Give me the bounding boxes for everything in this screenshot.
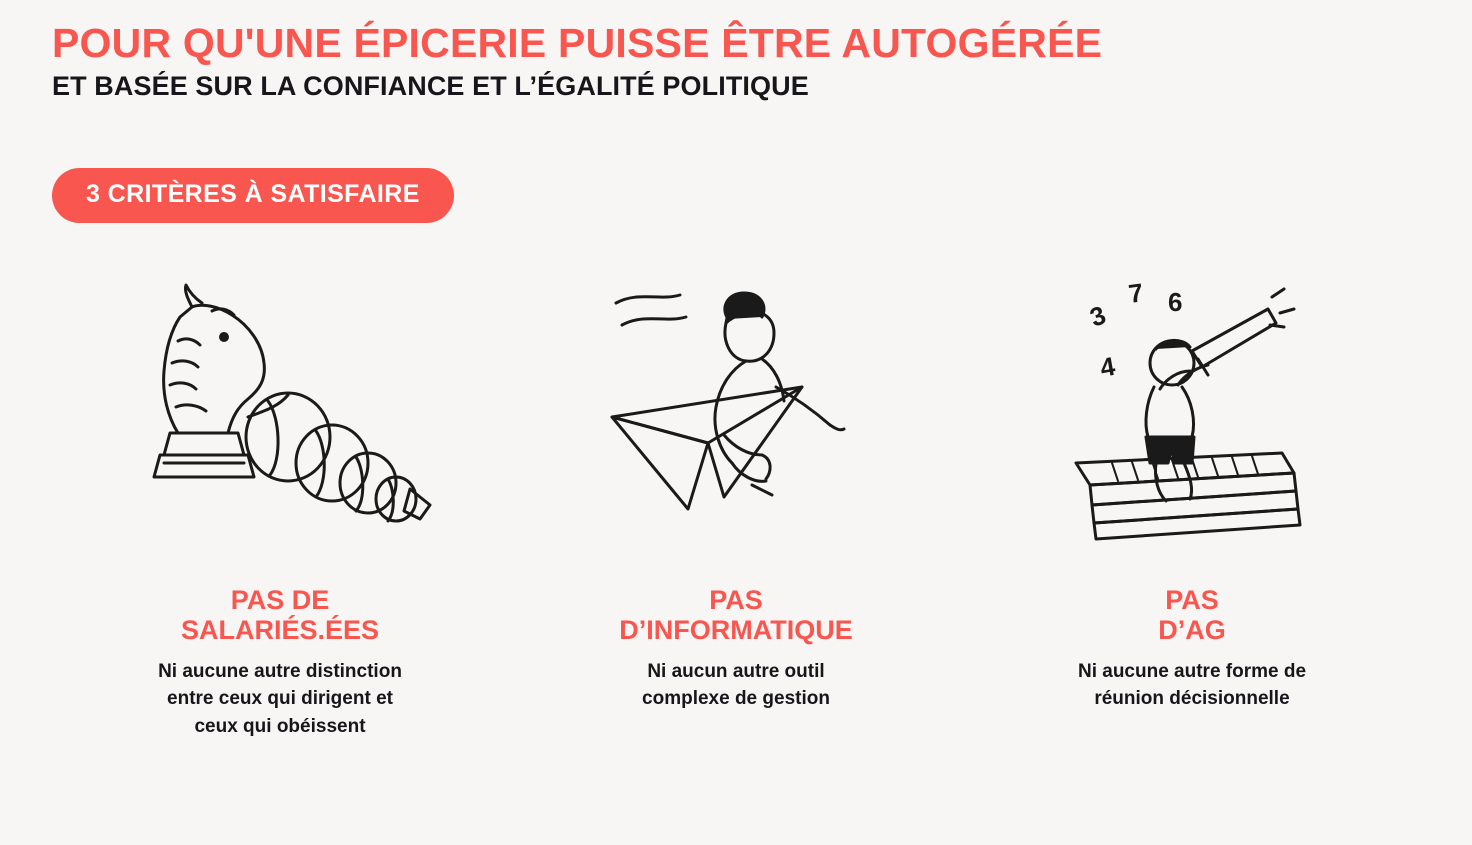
criterion-description: Ni aucune autre distinction entre ceux qui dirigent et ceux qui obéissent [158,660,402,737]
person-with-telescope-on-books-icon [1022,257,1362,557]
criterion-description: Ni aucune autre forme de réunion décisionnelle [1077,660,1307,710]
criterion-description: Ni aucun autre outil complexe de gestion [642,660,830,710]
criterion-item [508,257,964,740]
badge-row [52,168,1420,223]
person-on-paper-plane-icon [566,257,906,557]
svg-text:4: 4 [1097,350,1118,384]
svg-text:7: 7 [1126,277,1146,310]
criterion-item [964,257,1420,740]
criteria-count-badge: 3 CRITÈRES À SATISFAIRE [52,168,454,223]
criterion-item [52,257,508,740]
criterion-title: PAS D’INFORMATIQUE [619,585,853,646]
criterion-title: PAS D’AG [1158,585,1226,646]
criteria-columns [52,257,1420,740]
chess-knight-and-pawns-icon [110,257,450,557]
header [52,0,1420,102]
svg-text:6: 6 [1168,287,1183,318]
criterion-title: PAS DE SALARIÉS.ÉES [180,585,380,646]
svg-text:3: 3 [1085,299,1110,333]
page-title: POUR QU'UNE ÉPICERIE PUISSE ÊTRE AUTOGÉRÉE [52,20,1103,66]
page-subtitle: ET BASÉE SUR LA CONFIANCE ET L’ÉGALITÉ POLITIQUE [52,71,809,102]
